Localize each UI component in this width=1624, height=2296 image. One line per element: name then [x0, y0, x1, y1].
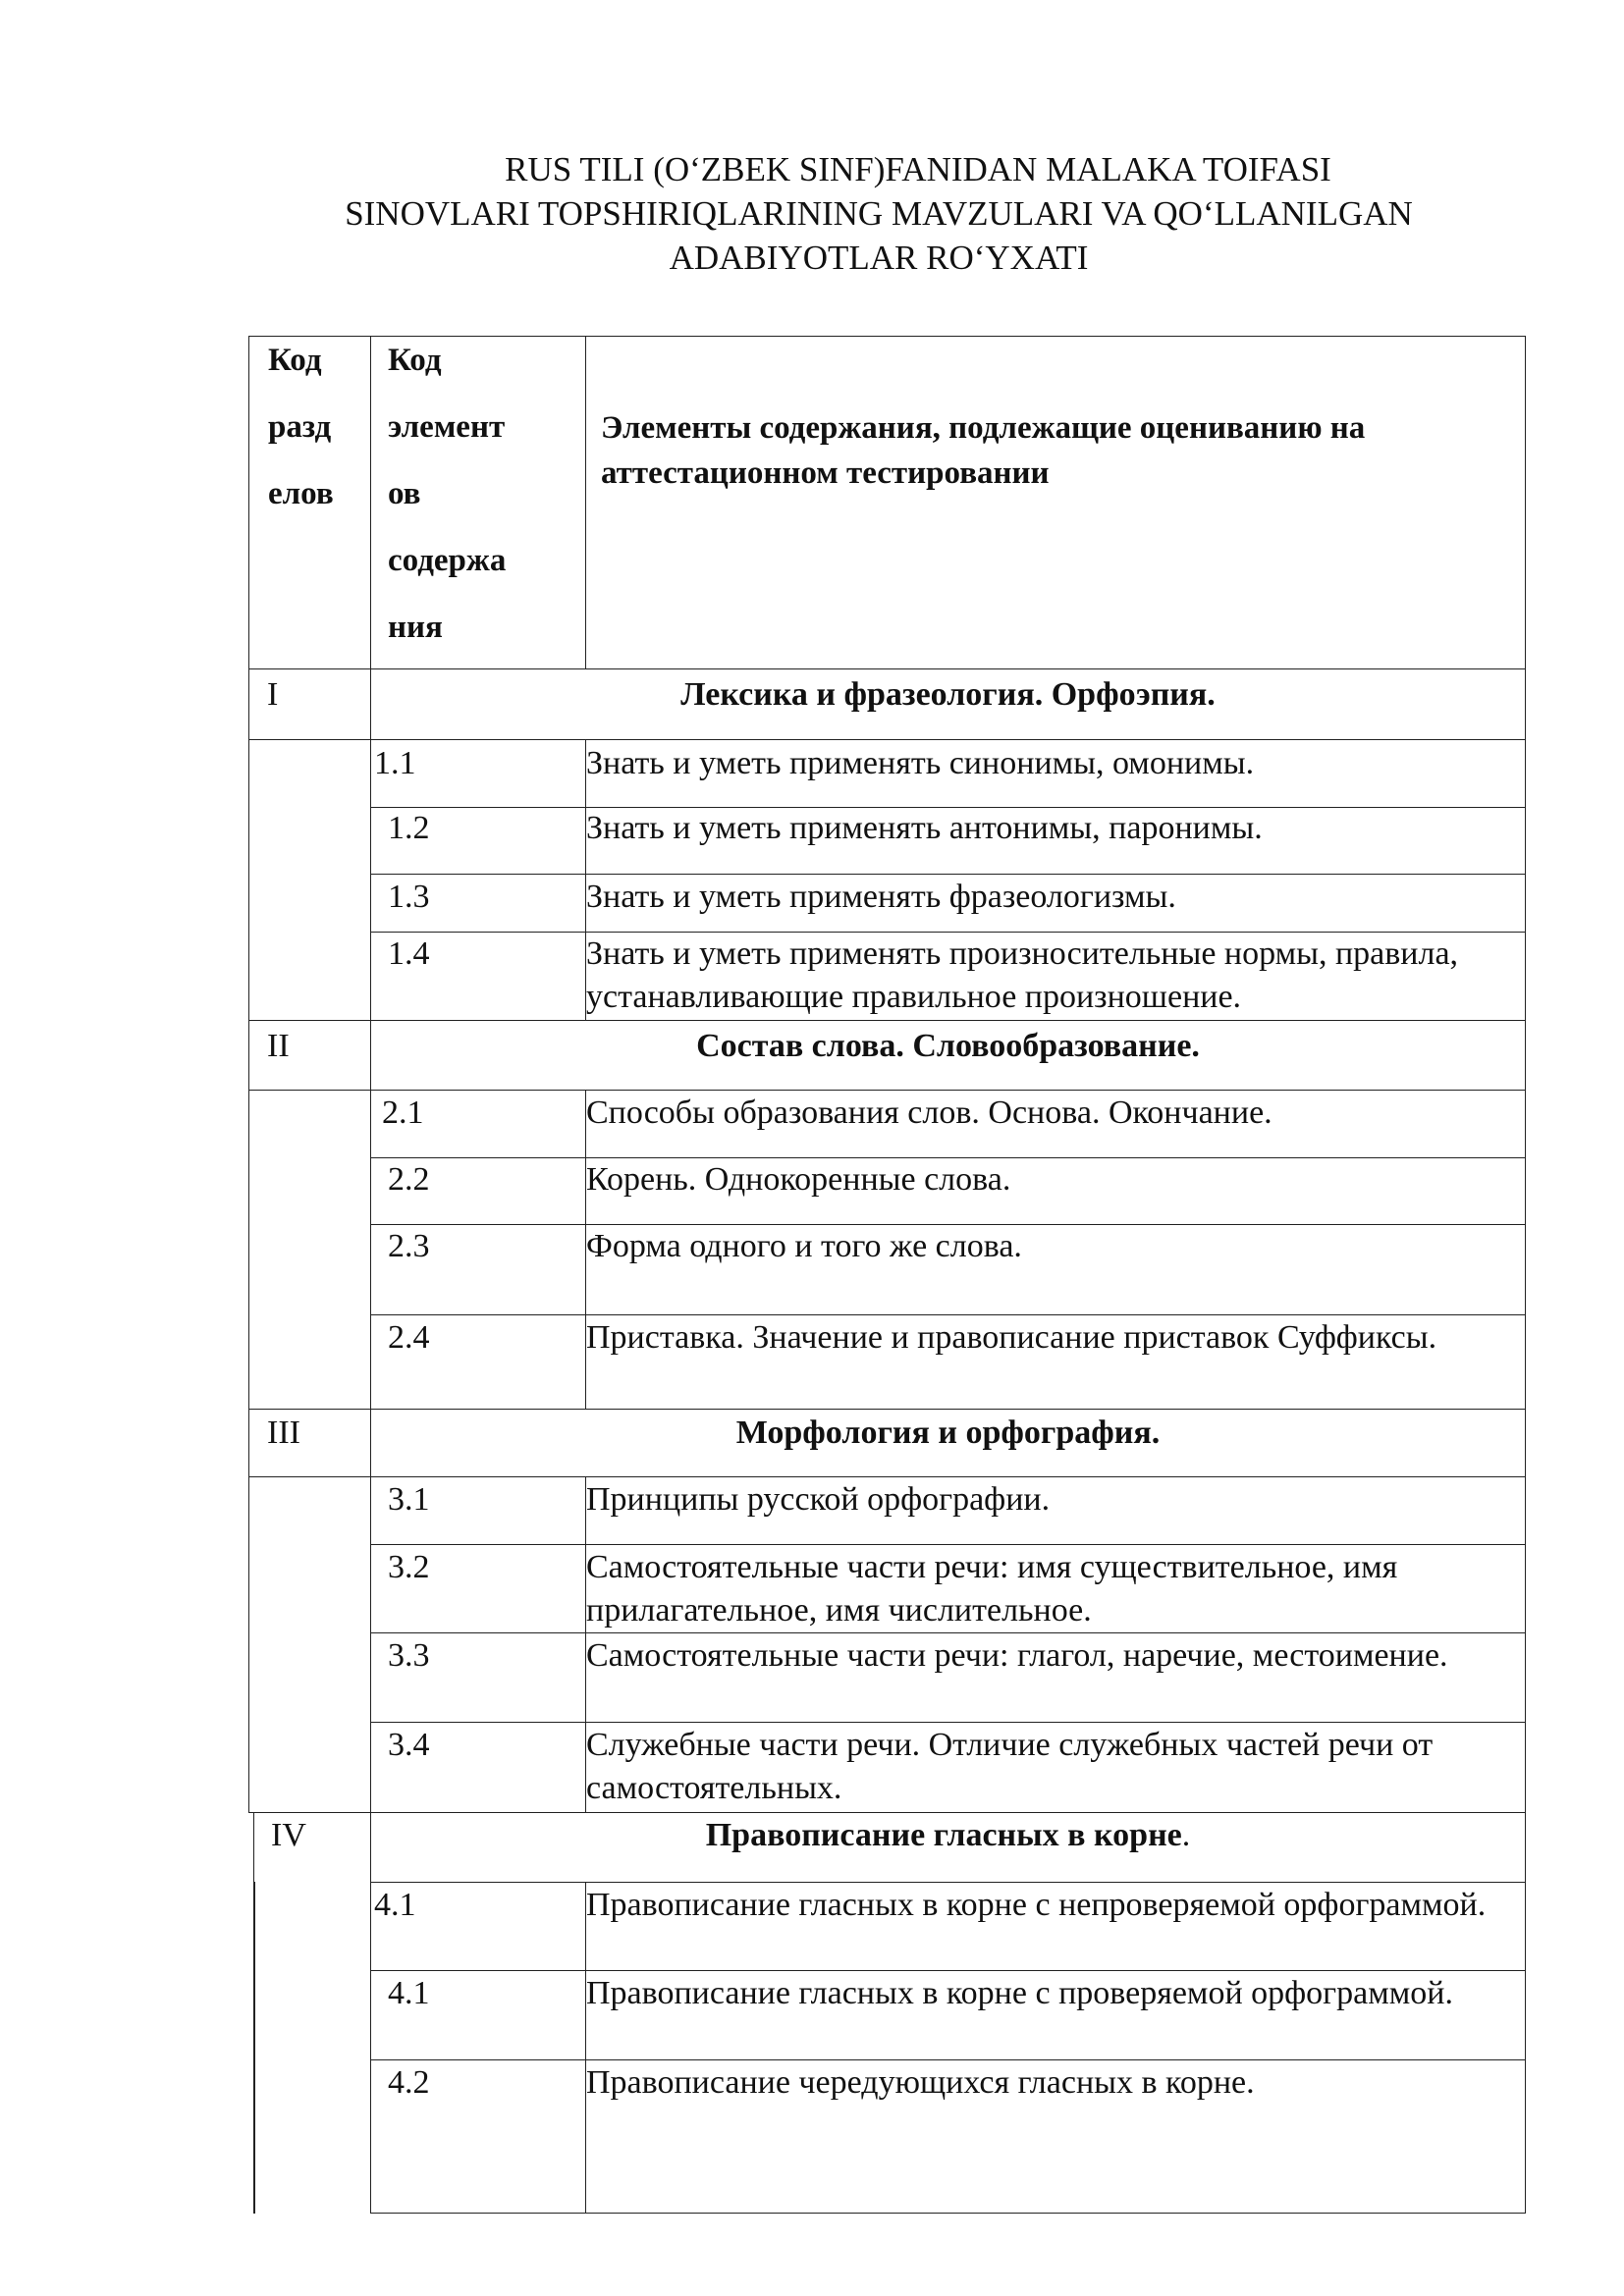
- element-description: Знать и уметь применять фразеологизмы.: [586, 879, 1176, 915]
- element-code: 2.1: [382, 1095, 424, 1131]
- element-description: Правописание гласных в корне с проверяемой орфограммой.: [586, 1975, 1453, 2011]
- element-code: 3.3: [388, 1637, 430, 1674]
- section-code-span: [248, 1476, 371, 1813]
- element-code: 1.3: [388, 879, 430, 915]
- element-description: Правописание гласных в корне с непроверяемой орфограммой.: [586, 1887, 1487, 1923]
- element-description: Приставка. Значение и правописание приставок Суффиксы.: [586, 1319, 1437, 1356]
- element-code: 3.1: [388, 1481, 430, 1518]
- element-code: 2.3: [388, 1228, 430, 1264]
- section-title: Морфология и орфография.: [735, 1415, 1161, 1451]
- element-code: 4.1: [388, 1975, 430, 2011]
- section-number: I: [267, 676, 279, 713]
- title-line-2: SINOVLARI TOPSHIRIQLARINING MAVZULARI VA QO‘LLANILGAN: [345, 194, 1413, 233]
- element-description: Самостоятельные части речи: глагол, наречие, местоимение.: [586, 1637, 1448, 1674]
- element-code: 4.2: [388, 2064, 430, 2101]
- header-cell-description: [585, 336, 1526, 669]
- header-description: Элементы содержания, подлежащие оцениванию на аттестационном тестировании: [601, 410, 1366, 491]
- element-description: Знать и уметь применять произносительные нормы, правила, устанавливающие правильное произношение.: [586, 935, 1459, 1015]
- element-description: Правописание чередующихся гласных в корне.: [586, 2064, 1255, 2101]
- section-code-span: [248, 739, 371, 1021]
- section-title: Правописание гласных в корне.: [705, 1817, 1191, 1853]
- section-number: II: [267, 1028, 290, 1064]
- title-line-3: ADABIYOTLAR RO‘YXATI: [669, 239, 1089, 277]
- element-description: Знать и уметь применять синонимы, омонимы.: [586, 745, 1255, 781]
- header-element-code: Код элемент ов содержа ния: [388, 343, 507, 645]
- element-code: 1.2: [388, 810, 430, 846]
- element-code: 2.2: [388, 1161, 430, 1198]
- section-title: Состав слова. Словообразование.: [696, 1028, 1200, 1064]
- element-description: Самостоятельные части речи: имя существительное, имя прилагательное, имя числительное.: [586, 1549, 1398, 1629]
- element-code: 1.4: [388, 935, 430, 972]
- element-description: Знать и уметь применять антонимы, паронимы.: [586, 810, 1263, 846]
- section-number: III: [267, 1415, 300, 1451]
- element-description: Корень. Однокоренные слова.: [586, 1161, 1011, 1198]
- section-title: Лексика и фразеология. Орфоэпия.: [680, 676, 1216, 713]
- element-code: 3.4: [388, 1727, 430, 1763]
- element-code: 1.1: [374, 745, 416, 781]
- element-description: Способы образования слов. Основа. Окончание.: [586, 1095, 1272, 1131]
- element-code: 3.2: [388, 1549, 430, 1585]
- element-code: 2.4: [388, 1319, 430, 1356]
- section-code-span-open: [253, 1882, 255, 2214]
- section-code-span: [248, 1090, 371, 1410]
- element-description: Служебные части речи. Отличие служебных частей речи от самостоятельных.: [586, 1727, 1434, 1806]
- section-number: IV: [271, 1817, 306, 1853]
- title-line-1: RUS TILI (O‘ZBEK SINF)FANIDAN MALAKA TOIFASI: [505, 150, 1331, 188]
- header-section-code: Код разд елов: [268, 343, 334, 511]
- element-code: 4.1: [374, 1887, 416, 1923]
- element-description: Форма одного и того же слова.: [586, 1228, 1022, 1264]
- page-title: [226, 147, 1532, 280]
- element-description: Принципы русской орфографии.: [586, 1481, 1051, 1518]
